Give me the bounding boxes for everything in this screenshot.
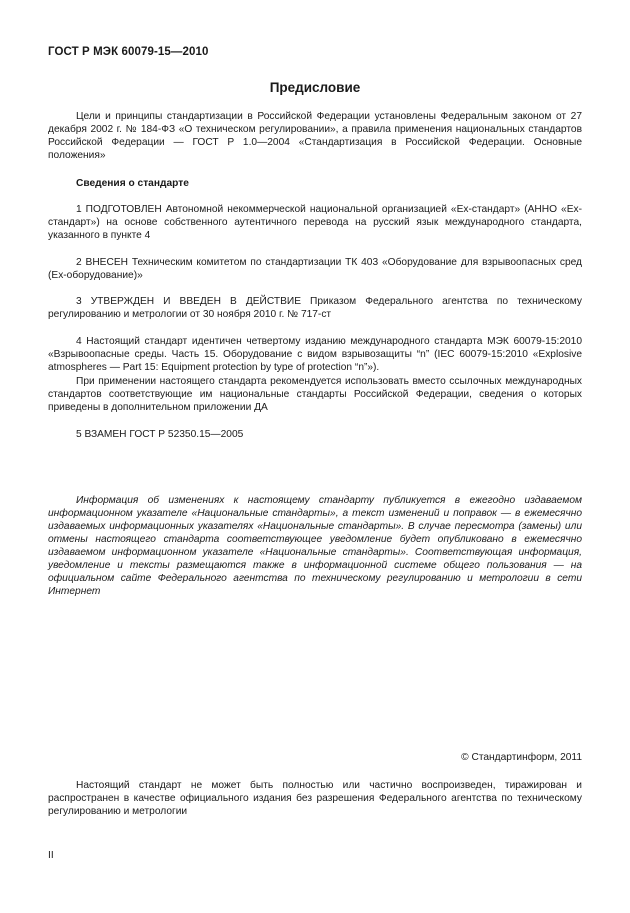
info-notice: Информация об изменениях к настоящему стандарту публикуется в ежегодно издаваемом информационном указателе «Национальные стандарты», а текст изменений и поправок — в ежемесячно издаваемых информационных указателях «Национальные стандарты». В случае пересмотра (замены) или отмены настоящего стандарта соответствующее уведомление будет опубликовано в ежемесячно издаваемом информационном указателе «Национальные стандарты». Соответствующая информация, уведомление и тексты размещаются также в информационной системе общего пользования — на официальном сайте Федерального агентства по техническому регулированию и метрологии в сети Интернет: [48, 495, 582, 597]
item-5: 5 ВЗАМЕН ГОСТ Р 52350.15—2005: [76, 429, 244, 440]
copyright: © Стандартинформ, 2011: [461, 752, 582, 763]
item-2: 2 ВНЕСЕН Техническим комитетом по стандартизации ТК 403 «Оборудование для взрывоопасных сред (Ех-оборудование)»: [48, 257, 582, 281]
section-heading: Сведения о стандарте: [76, 178, 189, 189]
document-header: ГОСТ Р МЭК 60079-15—2010: [48, 46, 209, 58]
item-3: 3 УТВЕРЖДЕН И ВВЕДЕН В ДЕЙСТВИЕ Приказом Федерального агентства по техническому регулированию и метрологии от 30 ноября 2010 г. № 717-ст: [48, 296, 582, 320]
item-4-note: При применении настоящего стандарта рекомендуется использовать вместо ссылочных международных стандартов соответствующие им национальные стандарты Российской Федерации, сведения о которых приведены в дополнительном приложении ДА: [48, 376, 582, 413]
page-title: Предисловие: [269, 80, 361, 95]
reproduction-notice: Настоящий стандарт не может быть полностью или частично воспроизведен, тиражирован и распространен в качестве официального издания без разрешения Федерального агентства по техническому регулированию и метрологии: [48, 780, 582, 817]
item-1: 1 ПОДГОТОВЛЕН Автономной некоммерческой национальной организацией «Ех-стандарт» (АННО «Ех-стандарт») на основе собственного аутентичного перевода на русский язык международного стандарта, указанного в пункте 4: [48, 204, 582, 241]
item-4: 4 Настоящий стандарт идентичен четвертому изданию международного стандарта МЭК 60079-15:2010 «Взрывоопасные среды. Часть 15. Оборудование с видом взрывозащиты “n” (IEC 60079-15:2010 «Explosive atmospheres — Part 15: Equipment protection by type of protection “n”»).: [48, 336, 582, 373]
intro-paragraph: Цели и принципы стандартизации в Российской Федерации установлены Федеральным законом от 27 декабря 2002 г. № 184-ФЗ «О техническом регулировании», а правила применения национальных стандартов Российской Федерации — ГОСТ Р 1.0—2004 «Стандартизация в Российской Федерации. Основные положения»: [48, 111, 582, 161]
page-number: II: [48, 850, 54, 861]
